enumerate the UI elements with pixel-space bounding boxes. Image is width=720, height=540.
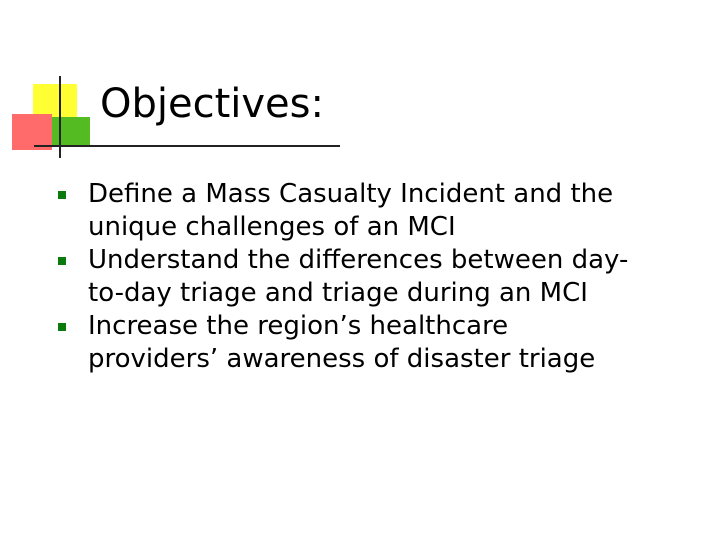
bullet-line: providers’ awareness of disaster triage <box>88 344 596 374</box>
bullet-line: Define a Mass Casualty Incident and the <box>88 179 614 209</box>
square-bullet-icon <box>58 191 66 199</box>
bullet-item <box>58 178 698 244</box>
green-square <box>52 117 90 147</box>
slide-title: Objectives: <box>100 81 324 127</box>
bullet-item <box>58 244 698 310</box>
bullet-list <box>58 178 698 376</box>
square-bullet-icon <box>58 257 66 265</box>
title-underline <box>34 145 340 147</box>
bullet-line: Increase the region’s healthcare <box>88 311 509 341</box>
bullet-line: unique challenges of an MCI <box>88 212 456 242</box>
square-bullet-icon <box>58 323 66 331</box>
bullet-line: to-day triage and triage during an MCI <box>88 278 588 308</box>
bullet-item <box>58 310 698 376</box>
bullet-line: Understand the differences between day- <box>88 245 629 275</box>
